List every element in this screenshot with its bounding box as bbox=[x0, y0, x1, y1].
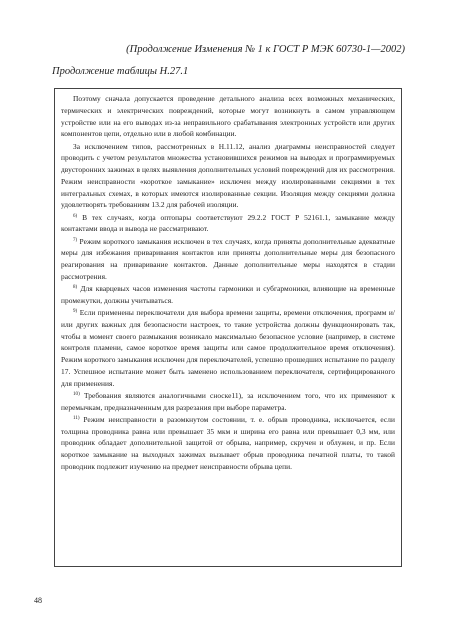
paragraph-text: Для кварцевых часов изменения частоты гармоники и субгармоники, влияющие на временные промежутки, должны учитываться. bbox=[61, 284, 396, 305]
note-paragraph-2 bbox=[61, 141, 395, 212]
paragraph-text: Режим неисправности в разомкнутом состоянии, т. е. обрыв проводника, исключается, если толщина проводника равна или превышает 35 мкм и ширина его равна или превышает 0,3 мм, или проводник обладает дополнительной защитой от обрыва, например, скручен и облужен, и пр. Если короткое замыкание на выходных зажимах вызывает обрыв проводника печатной платы, то такой проводник подлежит изучению на предмет неисправности обрыва цепи. bbox=[61, 414, 395, 471]
table-notes-box bbox=[54, 88, 402, 567]
footnote-marker: 10) bbox=[73, 391, 80, 397]
footnote-7 bbox=[61, 236, 395, 283]
footnote-9 bbox=[61, 307, 395, 389]
footnote-10 bbox=[61, 390, 395, 414]
paragraph-text: Если применены переключатели для выбора времени защиты, времени отключения, программ и/или других важных для безопасности настроек, то такие устройства должны функционировать так, чтобы в момент своего размыкания возникало максимально безопасное условие (например, в системе контроля пламени, самое короткое время защиты или самое продолжительное время отключения). Режим короткого замыкания исключен для переключателей, успешно прошедших испытание по разделу 17. Успешное испытание может быть заменено использованием переключателя, сертифицированного для применения. bbox=[61, 308, 395, 388]
footnote-marker: 11) bbox=[73, 415, 80, 421]
paragraph-text: Требования являются аналогичными сноске11), за исключением того, что их применяют к перемычкам, предназначенным для разрезания при выборе параметра. bbox=[61, 390, 395, 412]
footnote-8 bbox=[61, 283, 395, 307]
paragraph-text: В тех случаях, когда оптопары соответствуют 29.2.2 ГОСТ Р 52161.1, замыкание между контактами ввода и вывода не рассматривают. bbox=[61, 212, 395, 234]
paragraph-text: Режим короткого замыкания исключен в тех случаях, когда приняты дополнительные адекватные меры для избежания приваривания контактов или приняты дополнительные меры для безопасного реагирования на приваривание контактов. Данные дополнительные меры находятся в стадии рассмотрения. bbox=[61, 236, 395, 281]
paragraph-text: Поэтому сначала допускается проведение детального анализа всех возможных механических, термических и электрических повреждений, которые могут возникнуть в самом управляющем устройстве или на его выводах из-за неправильного срабатывания электронных устройств или других компонентов цепи, отдельно или в любой комбинации. bbox=[61, 94, 395, 139]
note-paragraph-1 bbox=[61, 93, 395, 140]
footnote-6 bbox=[61, 212, 395, 236]
footnote-marker: 6) bbox=[73, 213, 78, 219]
page-number: 48 bbox=[34, 596, 42, 605]
running-header: (Продолжение Изменения № 1 к ГОСТ Р МЭК 60730-1—2002) bbox=[126, 44, 405, 55]
table-continuation-label: Продолжение таблицы Н.27.1 bbox=[52, 66, 189, 77]
paragraph-text: За исключением типов, рассмотренных в Н.11.12, анализ диаграммы неисправностей следует проводить с учетом результатов множества установившихся режимов на выводах и программируемых двусторонних зажимах в целях выявления дополнительных условий повреждений для их рассмотрения. Режим неисправности «короткое замыкание» исключен между изолированными секциями в тех интегральных схемах, в которых имеются изолированные секции. Изоляция между секциями должна удовлетворять требованиям 13.2 для рабочей изоляции. bbox=[61, 141, 395, 210]
footnote-marker: 7) bbox=[73, 237, 78, 243]
footnote-marker: 8) bbox=[73, 285, 78, 290]
footnote-marker: 9) bbox=[73, 309, 78, 314]
footnote-11 bbox=[61, 414, 395, 473]
